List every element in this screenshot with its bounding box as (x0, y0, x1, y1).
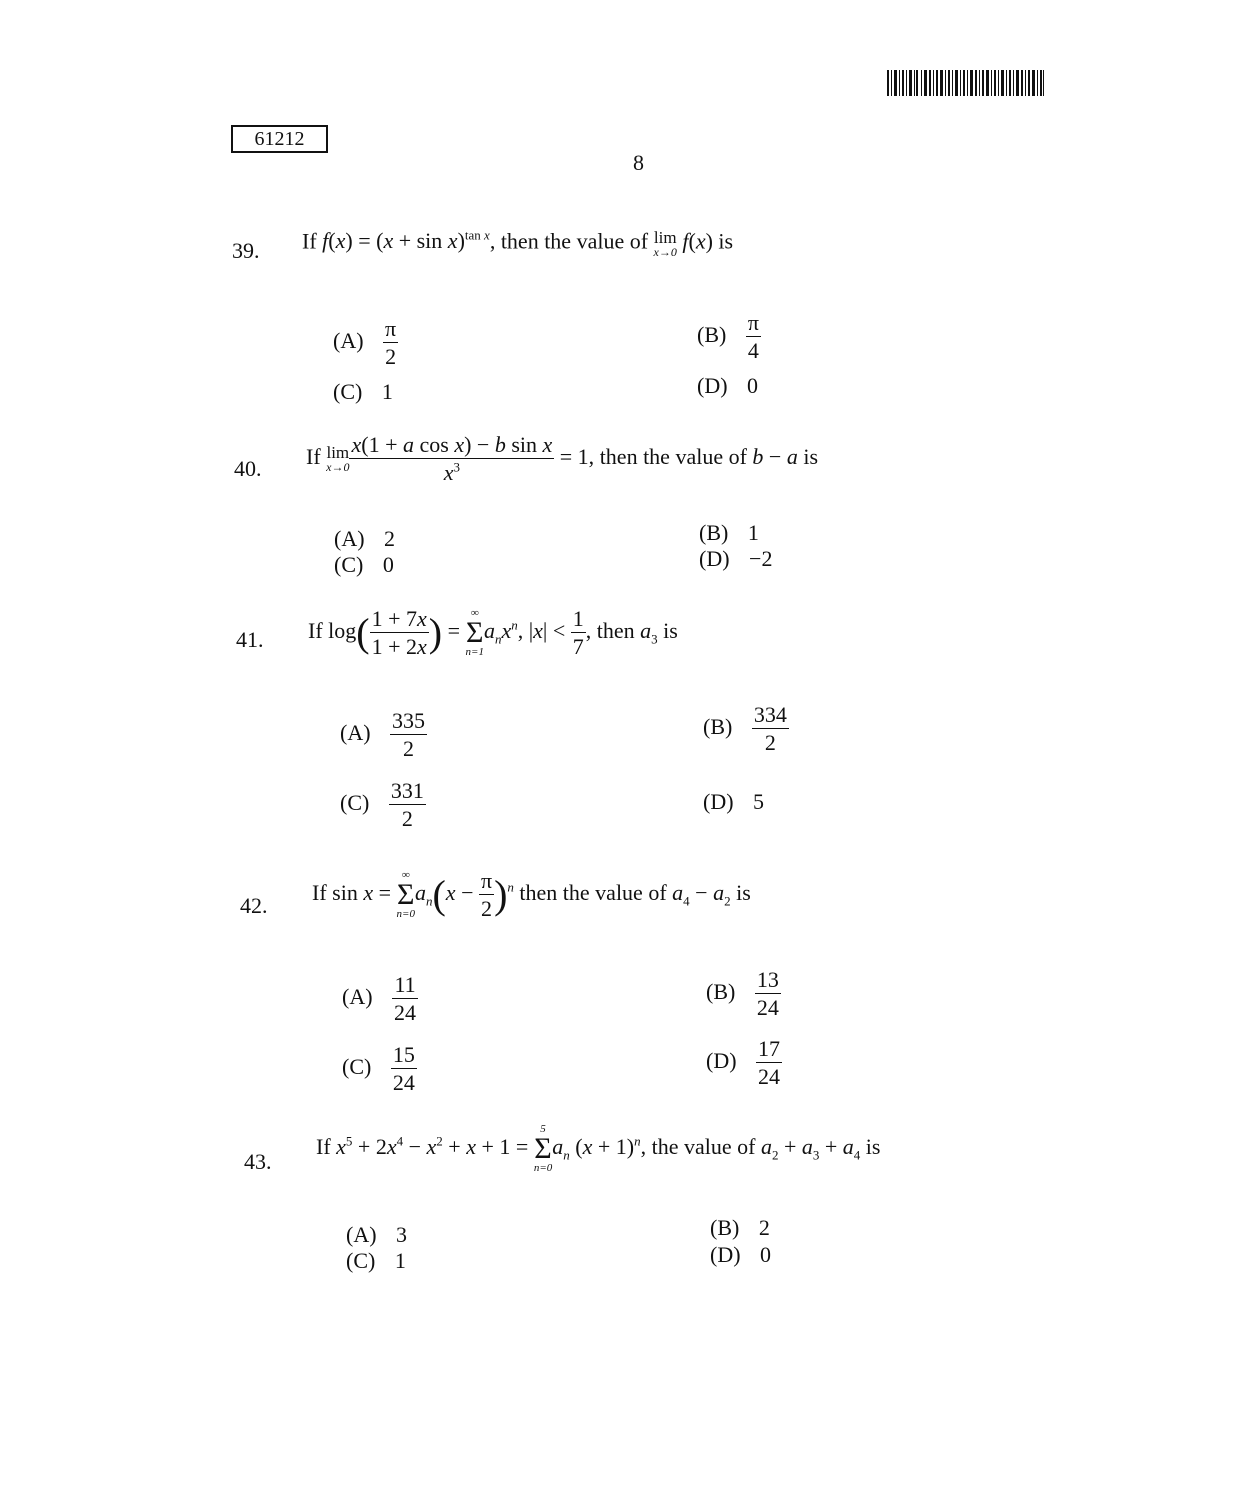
option-label: (B) (710, 1215, 740, 1240)
q41-stem: If log( $\frac{1 + 7x}{1 + 2x}$ ) = ∞ Σ n=1 $a_nx^n$, |x| < $\frac{1}{7}$ , then $a_3$ is (308, 606, 678, 660)
q43-option-a[interactable] (346, 1222, 407, 1248)
option-label: (D) (703, 789, 734, 814)
q41-option-d[interactable] (703, 789, 764, 815)
q39-stem-end: is (718, 228, 734, 254)
option-label: (D) (706, 1047, 737, 1073)
q41-term: $a_nx^n$, (483, 617, 524, 647)
fraction: $\frac{334}{2}$ (753, 702, 787, 756)
fraction: $\frac{11}{24}$ (394, 972, 417, 1026)
option-label: (C) (333, 379, 363, 404)
option-value: 1 (394, 1248, 406, 1273)
option-value: 2 (384, 526, 396, 551)
q40-equals: = 1, (559, 443, 595, 469)
q40-option-b[interactable] (699, 520, 759, 546)
q40-stem-end: then the value of (599, 443, 747, 469)
q43-option-d[interactable] (710, 1242, 771, 1268)
option-label: (A) (333, 327, 364, 353)
q41-stem-end: then (596, 617, 635, 643)
option-label: (B) (699, 520, 729, 545)
q41-if: If (308, 617, 323, 643)
q43-polynomial: $x^5 + 2x^4 - x^2 + x + 1$ = (336, 1133, 529, 1160)
option-label: (D) (697, 373, 728, 398)
q40-option-c[interactable] (334, 552, 394, 578)
q42-if: If (312, 879, 327, 905)
q42-expr: $a_4 - a_2$ (672, 879, 731, 909)
option-label: (D) (699, 546, 730, 571)
q39-option-b[interactable] (697, 310, 761, 364)
q40-number: 40. (234, 456, 262, 481)
q40-option-d[interactable] (699, 546, 772, 572)
q43-sum: 5 Σ n=0 (533, 1123, 553, 1174)
option-value: 1 (747, 520, 759, 545)
q39-function: $f(x) = (x + \sin x)^{tan x}$ (322, 228, 490, 254)
q40-expression: $\frac{\text{x(1 + a cos x) − b sin x}}{x^3}$ (351, 432, 553, 486)
barcode (887, 70, 1044, 96)
q39-number: 39. (232, 238, 260, 263)
option-value: 0 (747, 373, 759, 398)
q40-stem (306, 432, 818, 486)
option-value: 3 (396, 1222, 408, 1247)
q43-stem-tail: is (865, 1134, 881, 1160)
option-value: 0 (760, 1242, 772, 1267)
option-label: (C) (342, 1053, 372, 1079)
option-value: 2 (758, 1215, 770, 1240)
q42-sum: ∞ Σ n=0 (396, 868, 415, 920)
q43-stem (316, 1124, 880, 1174)
q43-option-c[interactable] (346, 1248, 406, 1274)
q43-option-b[interactable] (710, 1215, 770, 1241)
fraction: $\frac{13}{24}$ (756, 967, 779, 1021)
q39-limit: lim x→0 (653, 227, 677, 259)
q42-option-d[interactable] (706, 1036, 782, 1090)
q42-option-a[interactable] (342, 972, 418, 1026)
q41-sum: ∞ Σ n=1 (465, 606, 484, 658)
q41-option-b[interactable] (703, 702, 789, 756)
option-label: (C) (340, 789, 370, 815)
q39-fx: f(x) (682, 228, 713, 254)
q42-stem (312, 868, 751, 922)
fraction: $\frac{\pi}{4}$ (747, 310, 759, 364)
option-value: −2 (749, 546, 773, 571)
fraction: $\frac{335}{2}$ (392, 708, 426, 762)
q41-log: log( $\frac{1 + 7x}{1 + 2x}$ ) (328, 606, 443, 660)
option-label: (B) (697, 321, 727, 347)
q41-option-c[interactable] (340, 778, 426, 832)
q43-stem-end: , the value of (640, 1134, 756, 1160)
option-label: (A) (346, 1222, 377, 1247)
q40-stem-tail: is (803, 443, 819, 469)
option-label: (B) (703, 713, 733, 739)
q42-number: 42. (240, 893, 268, 918)
q42-option-b[interactable] (706, 967, 781, 1021)
option-label: (A) (342, 983, 373, 1009)
q40-option-a[interactable] (334, 526, 395, 552)
q40-limit: lim x→0 (326, 443, 350, 475)
option-label: (C) (346, 1248, 376, 1273)
option-label: (A) (340, 719, 371, 745)
q39-stem-mid: , then the value of (489, 228, 649, 254)
option-label: (A) (334, 526, 365, 551)
fraction: $\frac{\pi}{2}$ (385, 316, 397, 370)
option-value: 0 (382, 552, 394, 577)
q39-if: If (302, 228, 317, 254)
q43-term: $a_n$ $(x + 1)^n$ (552, 1133, 641, 1163)
option-label: (B) (706, 978, 736, 1004)
q40-if: If (306, 443, 321, 469)
q42-option-c[interactable] (342, 1042, 417, 1096)
page-number: 8 (633, 150, 644, 175)
q39-option-a[interactable] (333, 316, 398, 370)
q43-number: 43. (244, 1149, 272, 1174)
fraction: $\frac{15}{24}$ (392, 1042, 415, 1096)
q40-expr-b-minus-a: b − a (752, 443, 798, 469)
q42-stem-tail: is (736, 879, 751, 905)
q39-option-c[interactable] (333, 379, 393, 405)
q41-stem-tail: is (663, 617, 678, 643)
option-label: (C) (334, 552, 364, 577)
q41-number: 41. (236, 627, 264, 652)
q43-expr: $a_2 + a_3 + a_4$ (760, 1134, 861, 1163)
q42-stem-end: then the value of (519, 879, 667, 905)
q43-if: If (316, 1134, 331, 1160)
fraction: $\frac{331}{2}$ (390, 778, 424, 832)
q39-option-d[interactable] (697, 373, 758, 399)
q41-condition: |x| < $\frac{1}{7}$ , (528, 606, 592, 660)
q41-a3: $a_3$ (640, 617, 658, 647)
fraction: $\frac{17}{24}$ (758, 1036, 781, 1090)
paper-code: 61212 (231, 125, 328, 153)
q41-option-a[interactable] (340, 708, 427, 762)
option-value: 1 (381, 379, 393, 404)
option-value: 5 (753, 789, 765, 814)
option-label: (D) (710, 1242, 741, 1267)
q42-term: $a_n(x$ − $\frac{\pi}{2}$ )$^n$ (414, 868, 514, 922)
q39-stem (302, 228, 733, 258)
q42-lhs: sin x = (332, 879, 392, 905)
